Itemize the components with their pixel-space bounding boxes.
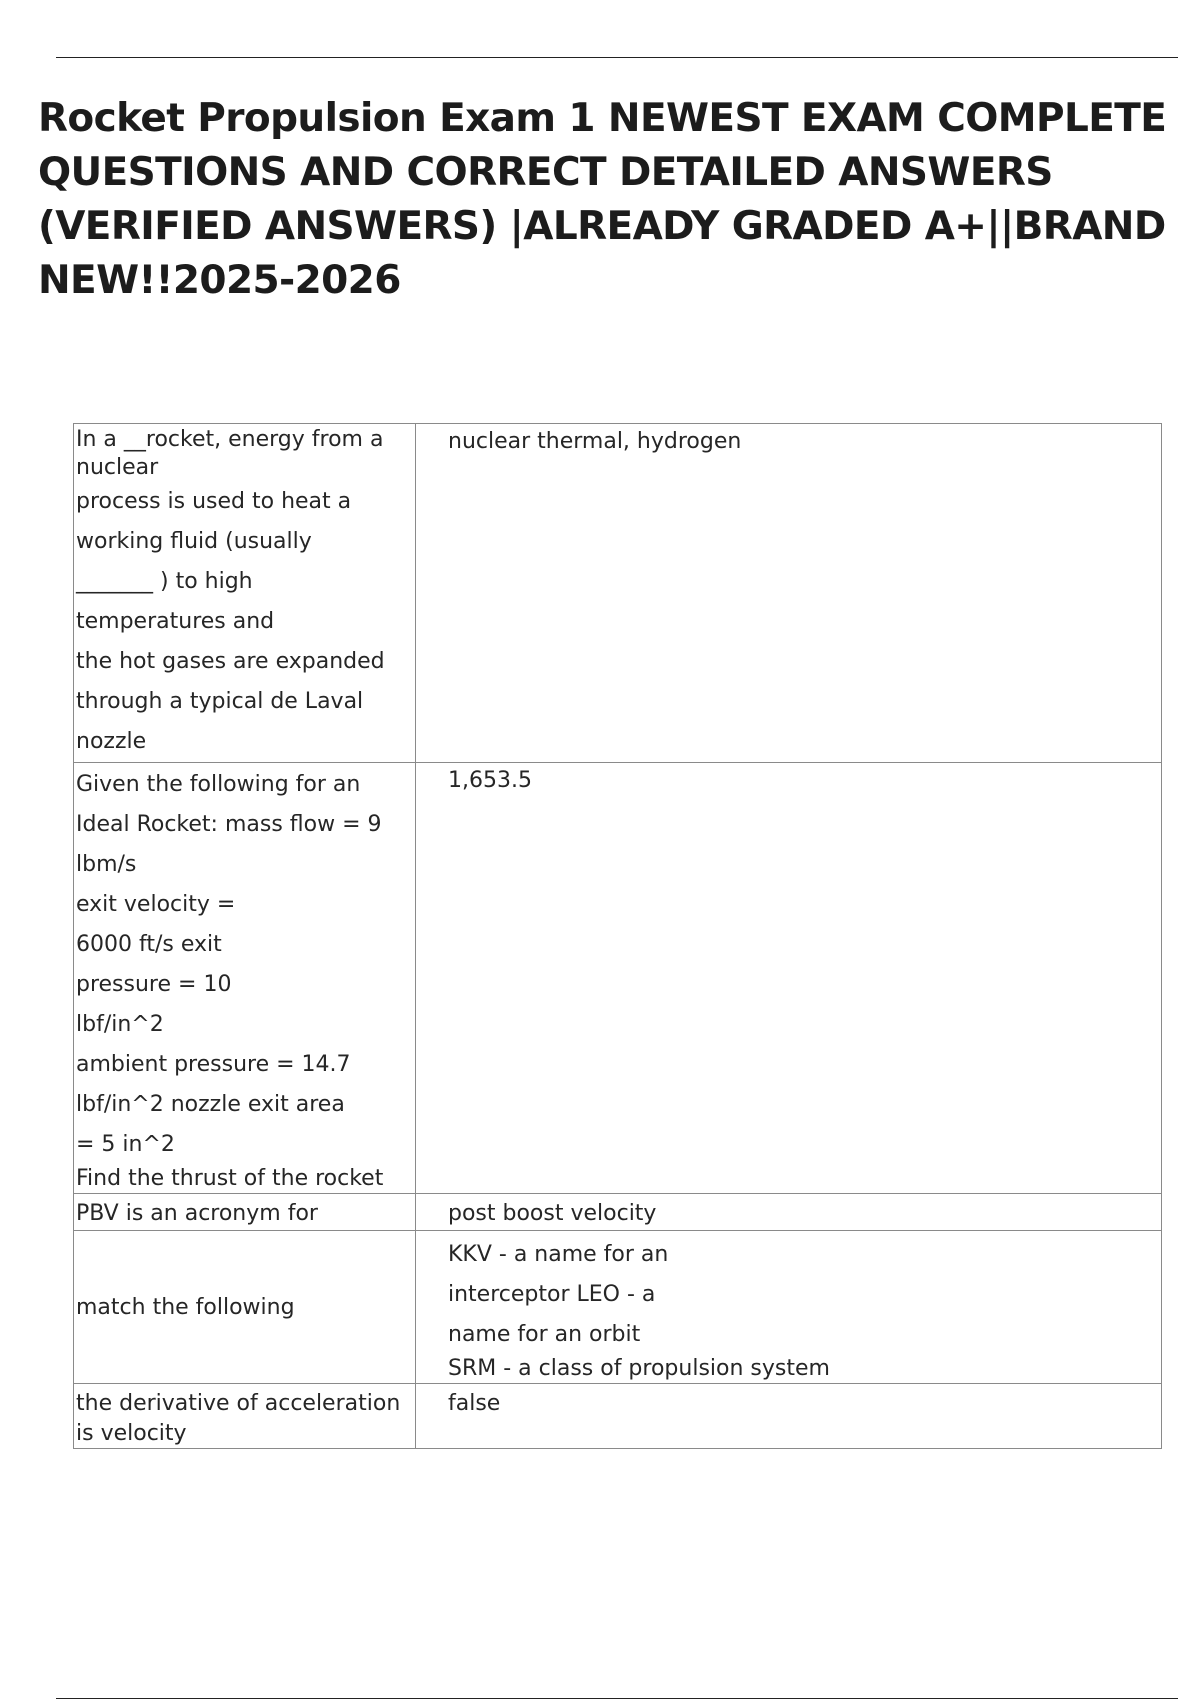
question-line: lbf/in^2 nozzle exit area (76, 1092, 345, 1117)
question-line: Given the following for an (76, 772, 361, 797)
question-line: _______ ) to high (76, 569, 253, 594)
bottom-rule (56, 1698, 1178, 1699)
question-line: the hot gases are expanded (76, 649, 385, 674)
answer-line: nuclear thermal, hydrogen (448, 429, 742, 454)
question-line: nozzle (76, 729, 147, 754)
answer-line: name for an orbit (448, 1322, 641, 1347)
question-cell (74, 424, 416, 763)
question-line: pressure = 10 (76, 972, 232, 997)
question-line: through a typical de Laval (76, 689, 364, 714)
question-line: is velocity (76, 1421, 187, 1446)
table-row (74, 763, 1162, 1194)
question-line: 6000 ft/s exit (76, 932, 222, 957)
question-line: temperatures and (76, 609, 275, 634)
question-line: Ideal Rocket: mass flow = 9 (76, 812, 382, 837)
question-line: lbm/s (76, 852, 137, 877)
question-line: ambient pressure = 14.7 (76, 1052, 351, 1077)
question-line: process is used to heat a (76, 489, 352, 514)
question-line: nuclear (76, 455, 159, 480)
answer-line: false (448, 1391, 501, 1416)
question-line: the derivative of acceleration (76, 1391, 401, 1416)
question-line: match the following (76, 1295, 295, 1320)
answer-cell (416, 424, 1162, 763)
document-title: Rocket Propulsion Exam 1 NEWEST EXAM COMPLETE QUESTIONS AND CORRECT DETAILED ANSWERS (VERIFIED ANSWERS) |ALREADY GRADED A+||BRAND NEW!!2025-2026 (38, 96, 1167, 303)
answer-cell (416, 1384, 1162, 1449)
question-line: Find the thrust of the rocket (76, 1166, 384, 1191)
answer-line: SRM - a class of propulsion system (448, 1356, 830, 1381)
table-row (74, 1384, 1162, 1449)
question-line: lbf/in^2 (76, 1012, 164, 1037)
answer-line: KKV - a name for an (448, 1242, 669, 1267)
table-row (74, 1194, 1162, 1231)
question-cell (74, 1194, 416, 1231)
table-row (74, 424, 1162, 763)
answer-line: 1,653.5 (448, 768, 532, 793)
table-row (74, 1231, 1162, 1384)
answer-line: post boost velocity (448, 1201, 657, 1226)
question-line: PBV is an acronym for (76, 1201, 318, 1226)
answer-cell (416, 1231, 1162, 1384)
question-cell (74, 763, 416, 1194)
question-line: exit velocity = (76, 892, 236, 917)
answer-cell (416, 1194, 1162, 1231)
question-line: working fluid (usually (76, 529, 312, 554)
question-line: = 5 in^2 (76, 1132, 175, 1157)
question-cell (74, 1384, 416, 1449)
qa-table (73, 423, 1162, 1449)
question-cell (74, 1231, 416, 1384)
question-line: In a __rocket, energy from a (76, 427, 384, 452)
top-rule (56, 57, 1178, 58)
answer-line: interceptor LEO - a (448, 1282, 656, 1307)
answer-cell (416, 763, 1162, 1194)
